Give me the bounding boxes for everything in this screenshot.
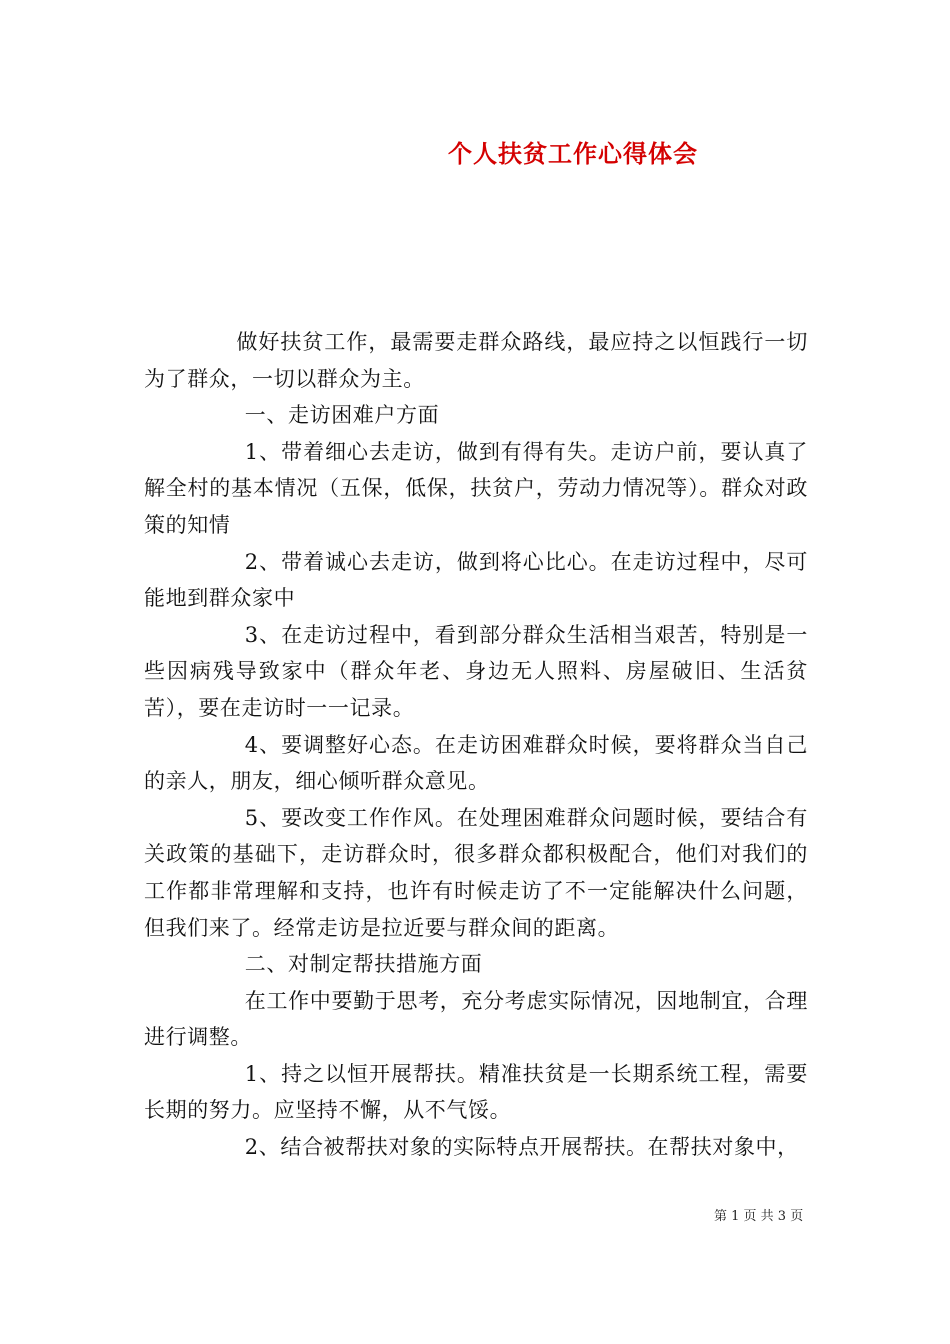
- paragraph: 4、要调整好心态。在走访困难群众时候，要将群众当自己的亲人，朋友，细心倾听群众意见。: [144, 732, 808, 794]
- paragraph: 在工作中要勤于思考，充分考虑实际情况，因地制宜，合理进行调整。: [144, 988, 808, 1050]
- section-heading: 一、走访困难户方面: [244, 403, 440, 428]
- section-heading: 二、对制定帮扶措施方面: [244, 952, 483, 977]
- paragraph: 1、带着细心去走访，做到有得有失。走访户前，要认真了解全村的基本情况（五保，低保，扶贫户，劳动力情况等）。群众对政策的知情: [144, 439, 808, 537]
- document-body: [144, 324, 808, 1166]
- paragraph: 2、结合被帮扶对象的实际特点开展帮扶。在帮扶对象中，: [244, 1135, 799, 1160]
- paragraph: 2、带着诚心去走访，做到将心比心。在走访过程中，尽可能地到群众家中: [144, 549, 808, 611]
- paragraph: 5、要改变工作作风。在处理困难群众问题时候，要结合有关政策的基础下，走访群众时，很多群众都积极配合，他们对我们的工作都非常理解和支持，也许有时候走访了不一定能解决什么问题，但我们来了。经常走访是拉近要与群众间的距离。: [144, 805, 808, 940]
- paragraph: 做好扶贫工作，最需要走群众路线，最应持之以恒践行一切为了群众，一切以群众为主。: [144, 330, 808, 391]
- paragraph: 3、在走访过程中，看到部分群众生活相当艰苦，特别是一些因病残导致家中（群众年老、身边无人照料、房屋破旧、生活贫苦），要在走访时一一记录。: [144, 622, 808, 720]
- document-title: 个人扶贫工作心得体会: [448, 139, 698, 168]
- paragraph: 1、持之以恒开展帮扶。精准扶贫是一长期系统工程，需要长期的努力。应坚持不懈，从不气馁。: [144, 1061, 808, 1123]
- page-number: 第 1 页 共 3 页: [714, 1209, 804, 1224]
